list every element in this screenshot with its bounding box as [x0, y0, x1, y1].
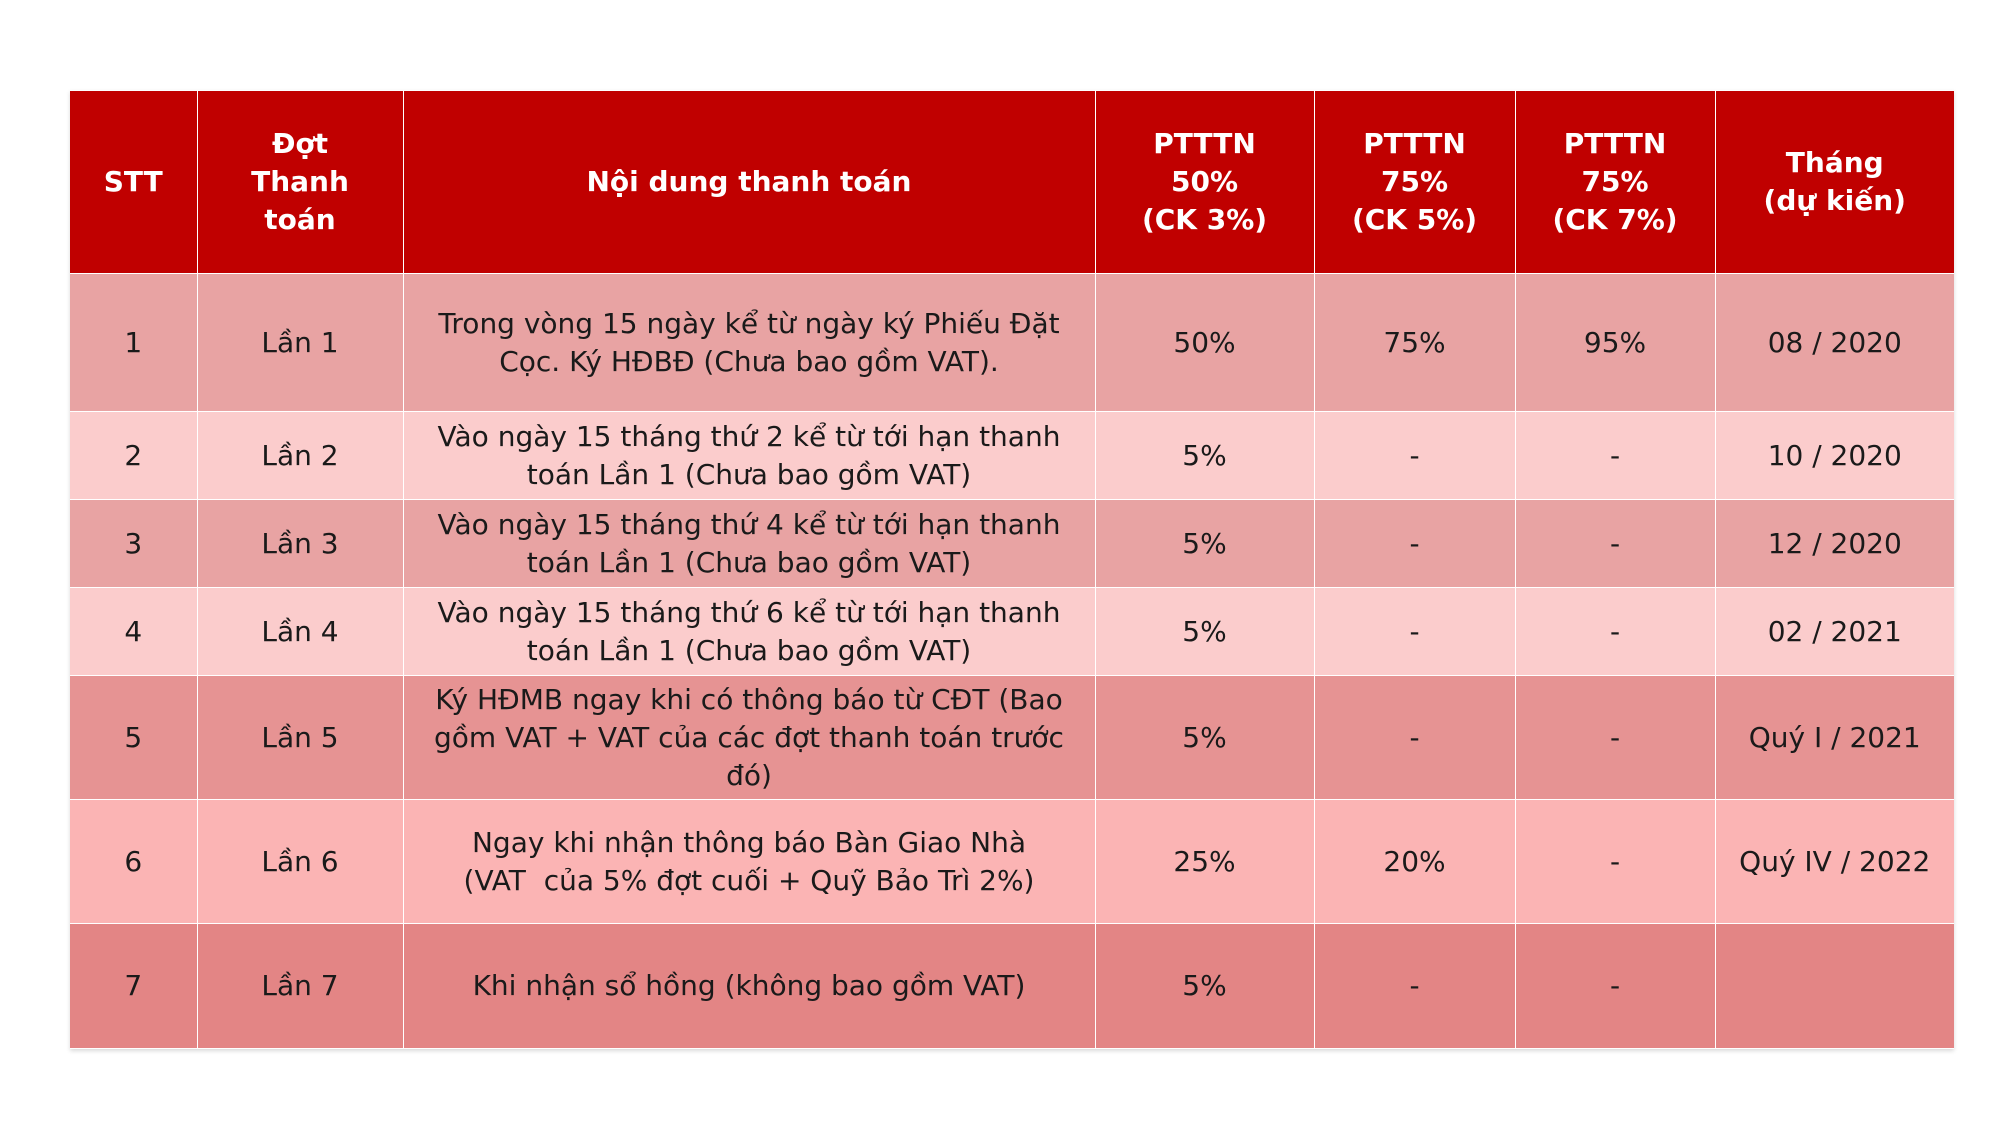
cell-pt50: 5%	[1095, 500, 1314, 588]
table-body	[70, 274, 1954, 1049]
cell-dot: Lần 4	[197, 588, 403, 676]
header-noi-dung-label: Nội dung thanh toán	[586, 165, 912, 198]
cell-noi-dung	[403, 924, 1095, 1049]
table-row	[70, 924, 1954, 1049]
cell-pt50: 50%	[1095, 274, 1314, 412]
cell-noi-dung-line: Trong vòng 15 ngày kể từ ngày ký Phiếu Đặt	[438, 306, 1060, 340]
cell-noi-dung-line: gồm VAT + VAT của các đợt thanh toán trước	[434, 720, 1064, 754]
cell-pt50: 5%	[1095, 588, 1314, 676]
cell-noi-dung	[403, 274, 1095, 412]
header-noi-dung	[403, 91, 1095, 274]
cell-pt75-ck5: -	[1314, 500, 1515, 588]
header-stt-label: STT	[103, 165, 163, 198]
cell-noi-dung-line: (VAT của 5% đợt cuối + Quỹ Bảo Trì 2%)	[463, 863, 1035, 897]
cell-stt: 1	[70, 274, 197, 412]
cell-pt75-ck5: 75%	[1314, 274, 1515, 412]
table-row	[70, 500, 1954, 588]
cell-pt50: 5%	[1095, 924, 1314, 1049]
cell-noi-dung	[403, 412, 1095, 500]
cell-thang: Quý IV / 2022	[1715, 800, 1954, 924]
cell-thang: 02 / 2021	[1715, 588, 1954, 676]
cell-pt75-ck7: -	[1515, 924, 1715, 1049]
cell-stt: 6	[70, 800, 197, 924]
cell-thang: 10 / 2020	[1715, 412, 1954, 500]
cell-thang: 12 / 2020	[1715, 500, 1954, 588]
cell-pt75-ck7: -	[1515, 676, 1715, 800]
cell-stt: 3	[70, 500, 197, 588]
cell-pt50: 25%	[1095, 800, 1314, 924]
header-pt75-ck7-line-1: PTTTN	[1563, 127, 1667, 160]
header-pt75-ck5	[1314, 91, 1515, 274]
cell-thang: 08 / 2020	[1715, 274, 1954, 412]
cell-pt75-ck7: -	[1515, 588, 1715, 676]
cell-noi-dung-line: Ký HĐMB ngay khi có thông báo từ CĐT (Bao	[435, 682, 1063, 716]
header-stt	[70, 91, 197, 274]
table-row	[70, 800, 1954, 924]
payment-schedule-table	[70, 90, 1954, 1049]
cell-noi-dung	[403, 676, 1095, 800]
cell-thang	[1715, 924, 1954, 1049]
cell-stt: 2	[70, 412, 197, 500]
cell-noi-dung-line: Vào ngày 15 tháng thứ 6 kể từ tới hạn thanh	[437, 595, 1061, 629]
header-pt75-ck7	[1515, 91, 1715, 274]
cell-noi-dung-line: Vào ngày 15 tháng thứ 4 kể từ tới hạn thanh	[437, 507, 1061, 541]
header-dot-line-3: toán	[264, 203, 336, 236]
cell-stt: 5	[70, 676, 197, 800]
header-thang-line-2: (dự kiến)	[1763, 184, 1906, 217]
cell-stt: 7	[70, 924, 197, 1049]
header-pt75-ck5-line-1: PTTTN	[1363, 127, 1466, 160]
cell-thang: Quý I / 2021	[1715, 676, 1954, 800]
cell-pt75-ck7: -	[1515, 800, 1715, 924]
cell-pt75-ck7: -	[1515, 500, 1715, 588]
cell-noi-dung	[403, 800, 1095, 924]
cell-pt75-ck7: 95%	[1515, 274, 1715, 412]
cell-pt75-ck5: -	[1314, 924, 1515, 1049]
header-thang-line-1: Tháng	[1785, 146, 1884, 179]
header-pt50-line-1: PTTTN	[1153, 127, 1256, 160]
cell-noi-dung-line: toán Lần 1 (Chưa bao gồm VAT)	[526, 457, 972, 491]
header-dot-line-2: Thanh	[251, 165, 349, 198]
cell-pt75-ck5: -	[1314, 676, 1515, 800]
cell-dot: Lần 3	[197, 500, 403, 588]
cell-noi-dung-line: đó)	[726, 758, 772, 792]
header-dot-line-1: Đợt	[271, 127, 329, 160]
cell-dot: Lần 7	[197, 924, 403, 1049]
header-pt50	[1095, 91, 1314, 274]
cell-dot: Lần 6	[197, 800, 403, 924]
cell-pt75-ck5: 20%	[1314, 800, 1515, 924]
cell-pt50: 5%	[1095, 412, 1314, 500]
cell-noi-dung-line: toán Lần 1 (Chưa bao gồm VAT)	[526, 545, 972, 579]
table-row	[70, 676, 1954, 800]
cell-pt75-ck5: -	[1314, 412, 1515, 500]
cell-noi-dung-line: Vào ngày 15 tháng thứ 2 kể từ tới hạn thanh	[437, 419, 1061, 453]
header-pt75-ck5-line-3: (CK 5%)	[1351, 203, 1478, 236]
table-row	[70, 412, 1954, 500]
header-thang	[1715, 91, 1954, 274]
cell-noi-dung	[403, 500, 1095, 588]
table-row	[70, 274, 1954, 412]
payment-schedule-table-container	[70, 90, 1954, 1049]
header-pt50-line-2: 50%	[1170, 165, 1239, 198]
header-dot-thanh-toan	[197, 91, 403, 274]
cell-stt: 4	[70, 588, 197, 676]
cell-noi-dung-line: Ngay khi nhận thông báo Bàn Giao Nhà	[471, 825, 1027, 859]
cell-noi-dung-line: Cọc. Ký HĐBĐ (Chưa bao gồm VAT).	[499, 344, 999, 378]
cell-pt75-ck5: -	[1314, 588, 1515, 676]
header-row	[70, 91, 1954, 274]
cell-pt75-ck7: -	[1515, 412, 1715, 500]
header-pt75-ck7-line-2: 75%	[1581, 165, 1649, 198]
cell-noi-dung-line: toán Lần 1 (Chưa bao gồm VAT)	[526, 633, 972, 667]
table-row	[70, 588, 1954, 676]
header-pt75-ck7-line-3: (CK 7%)	[1552, 203, 1678, 236]
cell-dot: Lần 1	[197, 274, 403, 412]
cell-pt50: 5%	[1095, 676, 1314, 800]
cell-dot: Lần 5	[197, 676, 403, 800]
cell-noi-dung	[403, 588, 1095, 676]
table-header	[70, 91, 1954, 274]
cell-noi-dung-line: Khi nhận sổ hồng (không bao gồm VAT)	[472, 969, 1026, 1002]
header-pt50-line-3: (CK 3%)	[1141, 203, 1268, 236]
header-pt75-ck5-line-2: 75%	[1380, 165, 1449, 198]
cell-dot: Lần 2	[197, 412, 403, 500]
